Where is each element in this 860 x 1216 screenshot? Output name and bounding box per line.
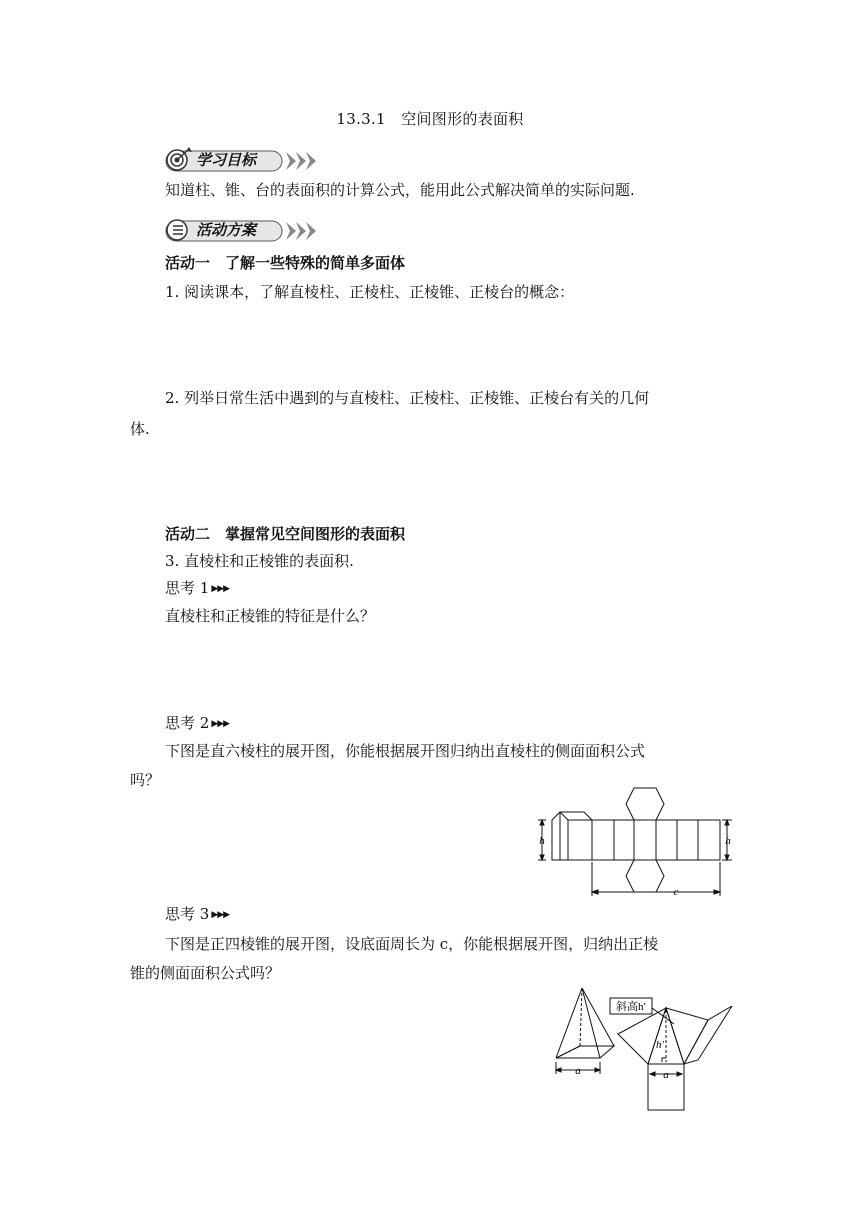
arrows-icon: ▶▶▶ bbox=[211, 584, 230, 594]
think-3-label: 思考 3 ▶▶▶ bbox=[165, 905, 230, 923]
learning-goals-text: 知道柱、锥、台的表面积的计算公式，能用此公式解决简单的实际问题. bbox=[165, 181, 635, 199]
svg-text:a: a bbox=[663, 1069, 669, 1081]
arrows-icon: ▶▶▶ bbox=[211, 910, 230, 920]
learning-goals-label: 学习目标 bbox=[196, 151, 257, 169]
think-3-line1: 下图是正四棱锥的展开图，设底面周长为 c，你能根据展开图，归纳出正棱 bbox=[165, 935, 659, 953]
learning-goals-banner bbox=[162, 146, 322, 172]
think-1-text: 直棱柱和正棱锥的特征是什么？ bbox=[165, 607, 376, 625]
activity-plan-label: 活动方案 bbox=[196, 221, 257, 239]
arrows-icon: ▶▶▶ bbox=[211, 719, 230, 729]
think-3-line2: 锥的侧面面积公式吗？ bbox=[130, 964, 281, 982]
activity1-heading: 活动一 了解一些特殊的简单多面体 bbox=[165, 254, 406, 272]
think-2-line1: 下图是直六棱柱的展开图，你能根据展开图归纳出直棱柱的侧面面积公式 bbox=[165, 742, 646, 760]
svg-text:h: h bbox=[539, 835, 545, 847]
svg-text:a: a bbox=[575, 1065, 581, 1077]
svg-text:斜高h′: 斜高h′ bbox=[616, 1001, 646, 1013]
page-title: 13.3.1 空间图形的表面积 bbox=[336, 110, 524, 128]
question-2-line1: 2. 列举日常生活中遇到的与直棱柱、正棱柱、正棱锥、正棱台有关的几何 bbox=[165, 389, 650, 407]
question-2-line2: 体. bbox=[130, 420, 150, 438]
square-pyramid-net-figure bbox=[548, 984, 736, 1112]
activity2-heading: 活动二 掌握常见空间图形的表面积 bbox=[165, 525, 406, 543]
think-2-line2: 吗？ bbox=[130, 771, 161, 789]
think-1-label: 思考 1 ▶▶▶ bbox=[165, 579, 230, 597]
question-3: 3. 直棱柱和正棱锥的表面积. bbox=[165, 552, 354, 570]
activity-plan-banner bbox=[162, 216, 322, 242]
question-1: 1. 阅读课本，了解直棱柱、正棱柱、正棱锥、正棱台的概念： bbox=[165, 283, 575, 301]
svg-text:h′: h′ bbox=[656, 1039, 664, 1051]
think-2-label: 思考 2 ▶▶▶ bbox=[165, 714, 230, 732]
svg-text:h: h bbox=[725, 835, 731, 847]
hexagonal-prism-net-figure bbox=[532, 782, 738, 900]
svg-text:c: c bbox=[673, 886, 679, 898]
